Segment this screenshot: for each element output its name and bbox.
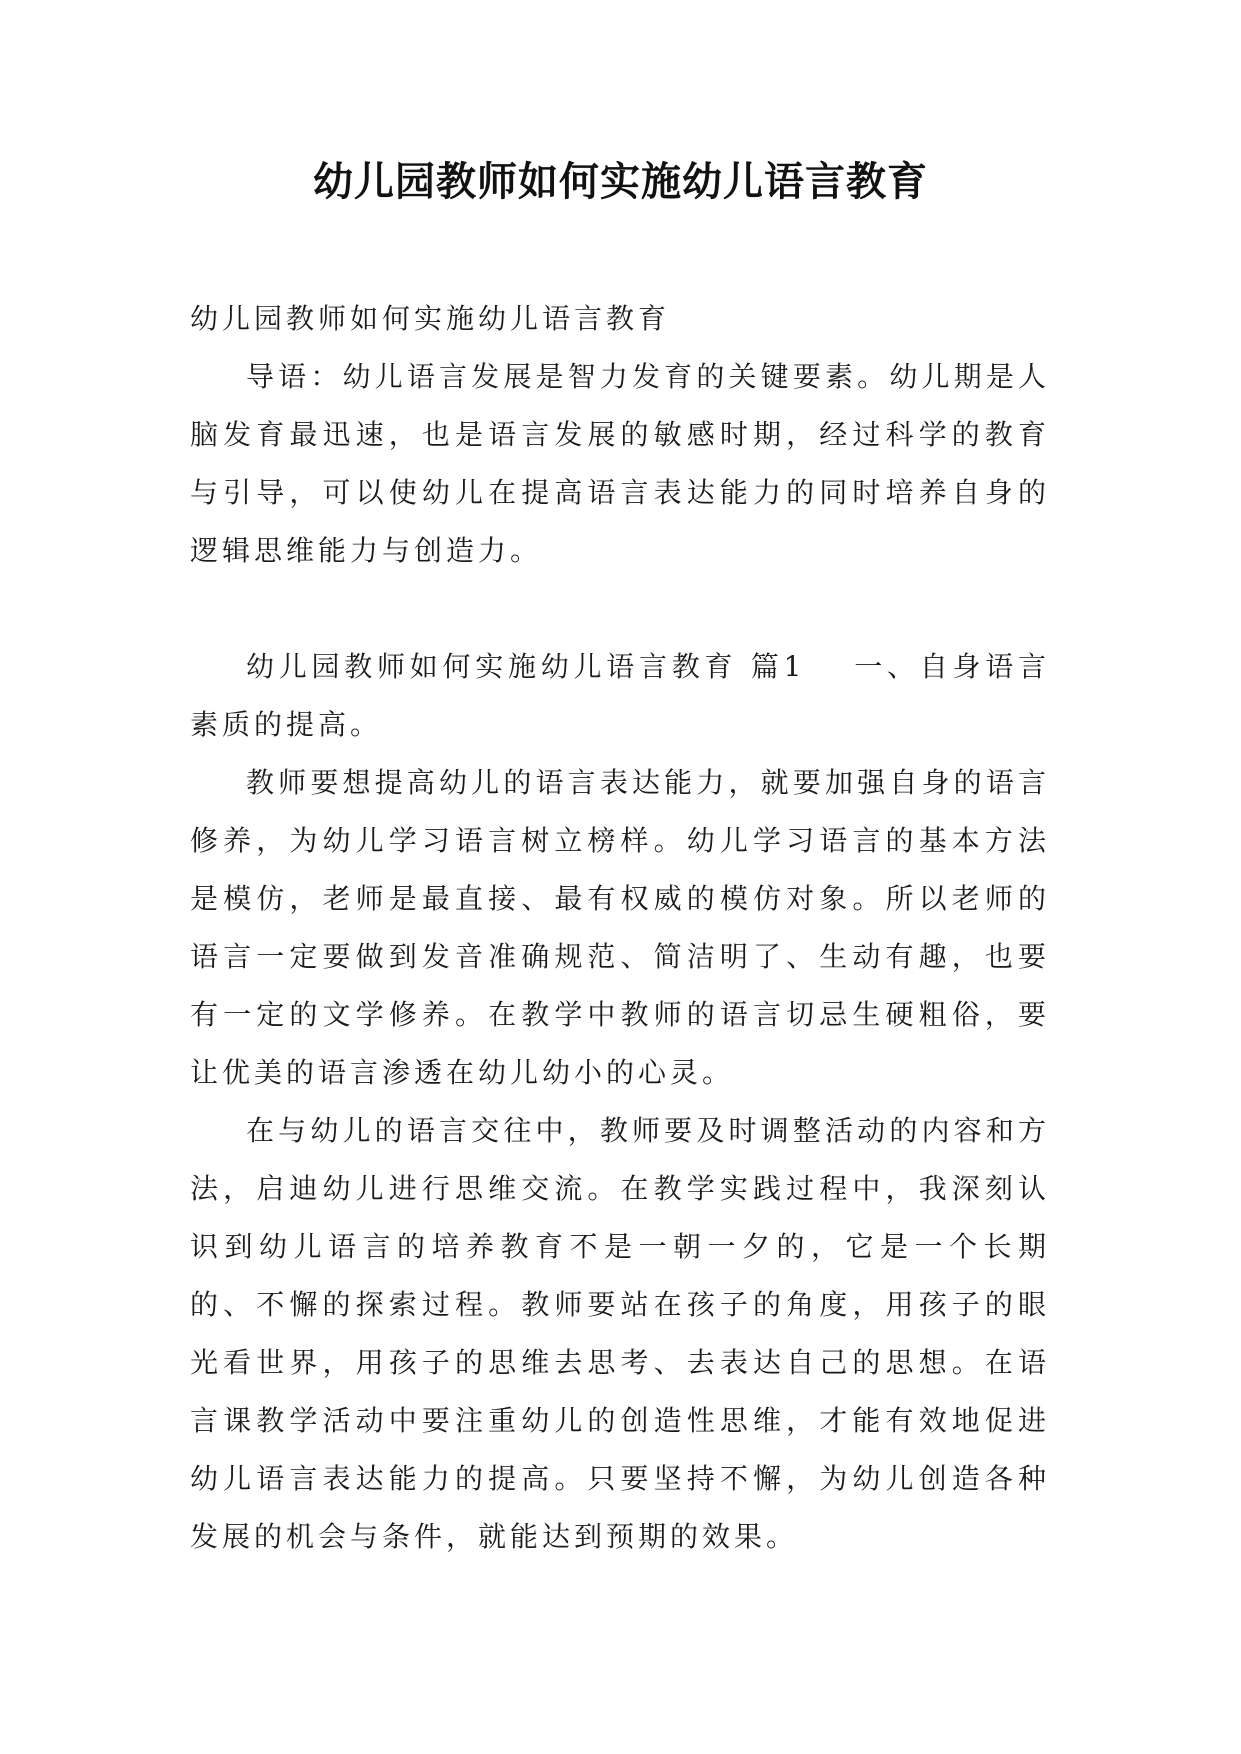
section-heading: 幼儿园教师如何实施幼儿语言教育 篇1 [246, 650, 806, 683]
document-subtitle: 幼儿园教师如何实施幼儿语言教育 [190, 302, 671, 335]
document-body [190, 290, 1050, 1566]
document-title: 幼儿园教师如何实施幼儿语言教育 [313, 158, 928, 205]
blank-line [190, 580, 1050, 638]
section-point: 一、自身语言素质的提高。 [190, 650, 1050, 741]
body-paragraph-2: 在与幼儿的语言交往中，教师要及时调整活动的内容和方法，启迪幼儿进行思维交流。在教学实践过程中，我深刻认识到幼儿语言的培养教育不是一朝一夕的，它是一个长期的、不懈的探索过程。教师要站在孩子的角度，用孩子的眼光看世界，用孩子的思维去思考、去表达自己的思想。在语言课教学活动中要注重幼儿的创造性思维，才能有效地促进幼儿语言表达能力的提高。只要坚持不懈，为幼儿创造各种发展的机会与条件，就能达到预期的效果。 [190, 1114, 1050, 1553]
intro-paragraph: 导语：幼儿语言发展是智力发育的关键要素。幼儿期是人脑发育最迅速，也是语言发展的敏感时期，经过科学的教育与引导，可以使幼儿在提高语言表达能力的同时培养自身的逻辑思维能力与创造力。 [190, 360, 1050, 567]
section-heading-paragraph [190, 638, 1050, 754]
body-paragraph-1: 教师要想提高幼儿的语言表达能力，就要加强自身的语言修养，为幼儿学习语言树立榜样。幼儿学习语言的基本方法是模仿，老师是最直接、最有权威的模仿对象。所以老师的语言一定要做到发音准确规范、简洁明了、生动有趣，也要有一定的文学修养。在教学中教师的语言切忌生硬粗俗，要让优美的语言渗透在幼儿幼小的心灵。 [190, 766, 1050, 1089]
